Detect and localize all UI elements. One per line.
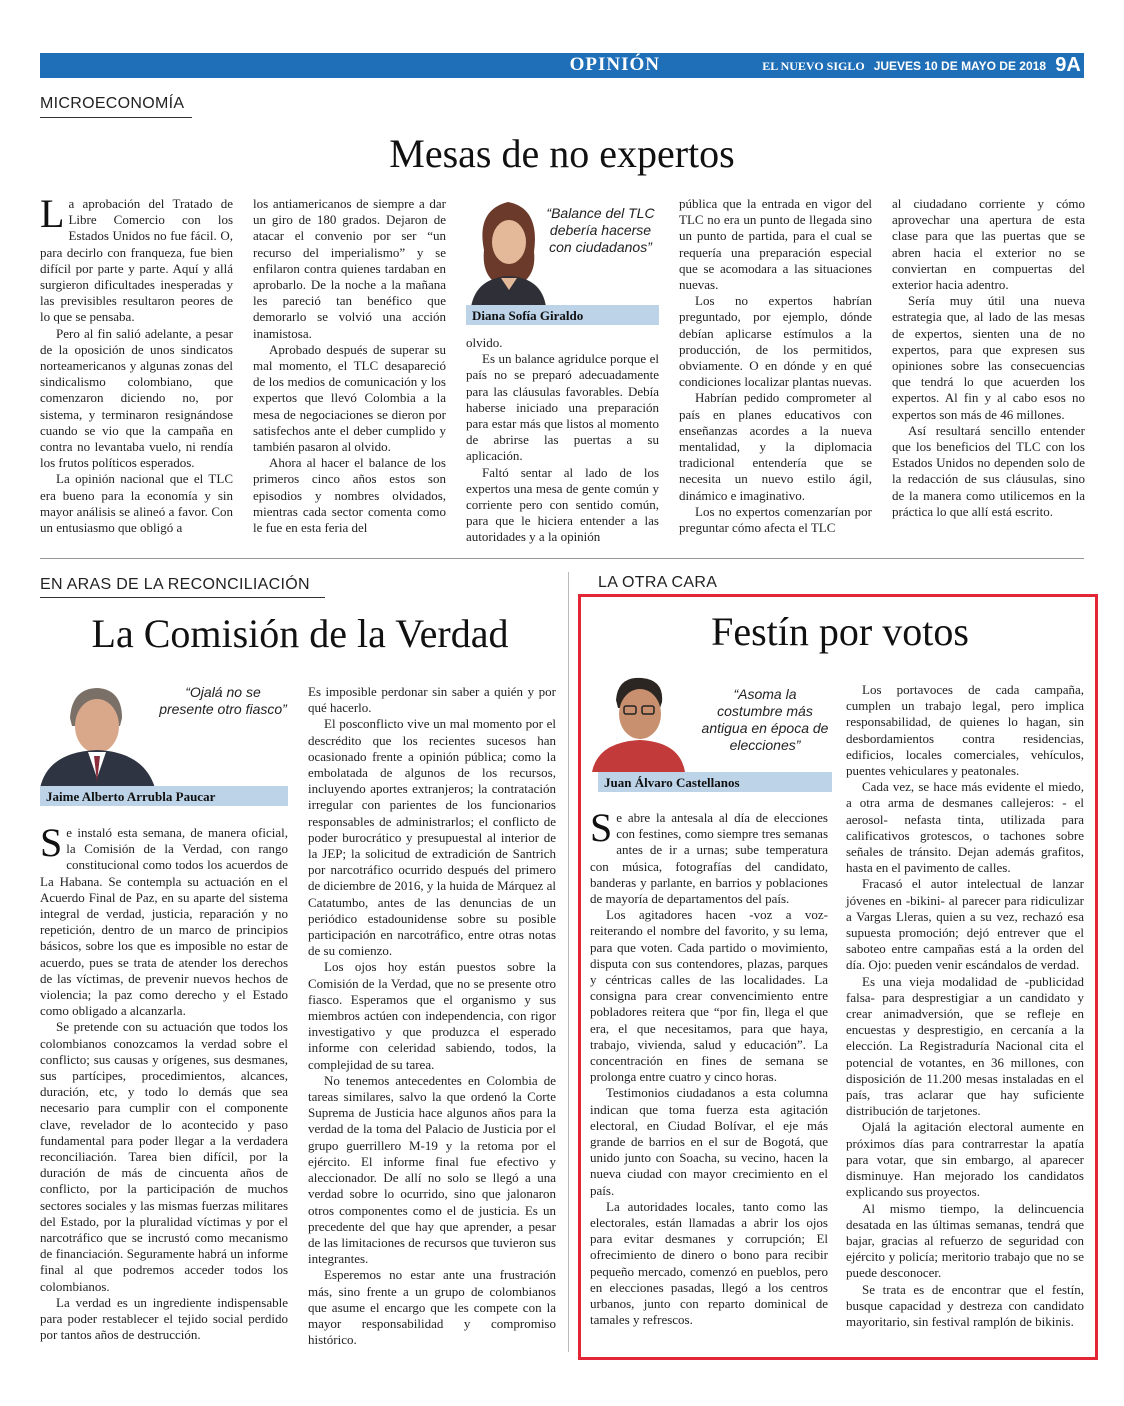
- paragraph: Testimonios ciudadanos a esta columna indican que toma fuerza esta agitación electoral, en Ciudad Bolívar, el eje más grande de barrios en el sur de Bogotá, que unido junto con Soacha, su vecino, hacen la nueva ciudad con mayor crecimiento en el país.: [590, 1085, 828, 1198]
- article-column: [40, 820, 288, 1344]
- drop-cap: S: [40, 820, 63, 865]
- paragraph: olvido.: [466, 335, 503, 350]
- section-divider: [40, 558, 1084, 559]
- paragraph: a aprobación del Tratado de Libre Comercio con los Estados Unidos no fue fácil. O, para decirlo con franqueza, fue bien difícil por parte y parte. Aquí y allá surgieron dificultades inesperadas y las previsibles resultaron peores de lo que se pensaba.: [40, 196, 233, 325]
- author-byline: Diana Sofía Giraldo: [466, 305, 659, 325]
- paragraph: Es una vieja modalidad de -publicidad falsa- para desprestigiar a un candidato y crear animadversión, que se refleje en encuestas y desprestigio, en cercanía a la elección. La Registraduría Nacional cita el potencial de votantes, en 36 millones, con disposición de 11.200 mesas instaladas en el país, tras aclarar que hay suficiente distribución de tarjetones.: [846, 973, 1084, 1119]
- paragraph: Los no expertos habrían preguntado, por ejemplo, dónde debían aplicarse estímulos a la producción, de los permitidos, obviamente. O en dónde y en qué condiciones localizar plantas nuevas.: [679, 293, 872, 390]
- paragraph: Aprobado después de superar su mal momento, el TLC desapareció de los medios de comunicación y los expertos que llevó Colombia a la mesa de negociaciones se dieron por satisfechos ante el deber cumplido y también pasaron al olvido.: [253, 341, 446, 455]
- article-kicker: EN ARAS DE LA RECONCILIACIÓN: [40, 576, 310, 593]
- kicker-underline: [40, 597, 325, 598]
- article-column: [892, 196, 1085, 520]
- paragraph: Se trata es de encontrar que el festín, busque capacidad y destreza con candidato mayoritario, sin festival ramplón de bikinis.: [846, 1281, 1084, 1329]
- paragraph: Los ojos hoy están puestos sobre la Comisión de la Verdad, que no se presente otro fiasco. Esperamos que el organismo y sus miembros actúen con independencia, con rigor investigativo y que produzca el esperado informe con celeridad sabiendo, todos, la complejidad de su tarea.: [308, 959, 556, 1072]
- column-divider: [568, 572, 569, 1352]
- paragraph: Es un balance agridulce porque el país no se preparó adecuadamente para las cláusulas favorables. Debía haberse iniciado una preparación para estar más que listos al momento de abrirse las puertas a su aplicación.: [466, 351, 659, 464]
- kicker-underline: [40, 117, 192, 118]
- pull-quote: “Asoma la costumbre más antigua en época de elecciones”: [701, 686, 829, 753]
- article-column: [590, 805, 828, 1329]
- paragraph: La verdad es un ingrediente indispensable para poder restablecer el tejido social perdido por tantos años de destrucción.: [40, 1294, 288, 1343]
- article-kicker: LA OTRA CARA: [598, 574, 718, 591]
- paragraph: Así resultará sencillo entender que los beneficios del TLC con los Estados Unidos no dependen solo de la redacción de sus cláusulas, sino de la manera como utilicemos en la práctica lo que allí está escrito.: [892, 422, 1085, 519]
- paragraph: Pero al fin salió adelante, a pesar de la oposición de unos sindicatos norteamericanos y algunas zonas del sindicalismo colombiano, que comenzaron diciendo no, por sistema, y terminaron resignándose cuando se vio que la campaña en contra no levantaba vuelo, ni rendía los frutos políticos esperados.: [40, 325, 233, 471]
- article-column: [466, 335, 659, 546]
- paragraph: La autoridades locales, tanto como las electorales, están llamadas a abrir los ojos para evitar desmanes y corrupción; El ofrecimiento de dinero o bono para recibir pequeño mercado, comenzó en pueblos, pero en elecciones pasadas, llegó a los centros urbanos, junto con reparto dominical de tamales y refrescos.: [590, 1198, 828, 1328]
- article-title: Festín por votos: [711, 609, 969, 654]
- paragraph: Los portavoces de cada campaña, cumplen un trabajo legal, pero implica responsabilidad, de quienes lo hagan, sin desbordamientos contra residencias, edificios, locales comerciales, vehículos, puentes vehiculares y peatonales.: [846, 682, 1084, 779]
- drop-cap: L: [40, 191, 65, 236]
- section-title: OPINIÓN: [569, 54, 660, 75]
- article-column: [308, 684, 556, 1348]
- paragraph: Al mismo tiempo, la delincuencia desatada en las últimas semanas, tendrá que bajar, gracias al refuerzo de seguridad con ejército y policía; meritorio trabajo que no se puede desconocer.: [846, 1200, 1084, 1281]
- paragraph: Los agitadores hacen -voz a voz- reiterando el nombre del favorito, y su lema, para que voten. Cada partido o movimiento, disputa con sus contendores, plazas, parques y céntricas calles de las localidades. La consigna para crear convencimiento entre pobladores reitera que “por fin, llega el que era, el que necesitamos, para que haya, trabajo, vivienda, salud y educación”. La concentración en fines de semana se prolonga entre cuatro y cinco horas.: [590, 907, 828, 1085]
- paragraph: No tenemos antecedentes en Colombia de tareas similares, salvo la que ordenó la Corte Suprema de Justicia hace algunos años para la verdad de la toma del Palacio de Justicia por el grupo guerrillero M-19 y la retoma por el ejército. El informe final fue efectivo y aleccionador. De allí no solo se llegó a una verdad sobre lo ocurrido, sino que jalonaron otros componentes como el de justicia. Es un precedente del que hay que aprender, a pesar de las limitaciones de recursos que tuvieron sus integrantes.: [308, 1072, 556, 1267]
- article-column: [846, 682, 1084, 1330]
- article-title: Mesas de no expertos: [389, 131, 735, 176]
- paragraph: Ojalá la agitación electoral aumente en próximos días para contrarrestar la apatía para votar, que sin embargo, al aparecer disminuye. Han mejorado los candidatos explicando sus proyectos.: [846, 1119, 1084, 1200]
- paragraph: Los no expertos comenzarían por preguntar cómo afecta el TLC: [679, 503, 872, 536]
- paragraph: al ciudadano corriente y cómo aprovechar una apertura de esta clase para que las puertas que se abren hacia el exterior no se conviertan en compuertas del exterior hacia adentro.: [892, 196, 1085, 293]
- publication-name: EL NUEVO SIGLO: [762, 59, 865, 73]
- paragraph: Ahora al hacer el balance de los primeros cinco años estos son episodios y nombres olvidados, mientras cada sector comenta como le fue en esta feria del: [253, 455, 446, 536]
- paragraph: El posconflicto vive un mal momento por el descrédito que los recientes sucesos han ocasionado frente a opinión pública; como la embolatada de algunos de los recursos, incluyendo aportes extranjeros; la contratación irregular con parientes de los funcionarios responsables de administrarlos; el conflicto de poder burocrático y presupuestal al interior de la JEP; la solicitud de extradición de Santrich por narcotráfico ocurrido después del primero de diciembre de 2016, y la huida de Márquez al Catatumbo, antes de las denuncias de un periódico estadounidense sobre su posible participación en narcotráfico, entre otras notas de su comienzo.: [308, 716, 556, 959]
- paragraph: Sería muy útil una nueva estrategia que, al lado de las mesas de expertos, sienten una de no expertos, para que expresen sus opiniones sobre las consecuencias que tendrá lo que acuerden los expertos. Al fin y al cabo esos no expertos son más de 46 millones.: [892, 293, 1085, 422]
- issue-date: JUEVES 10 DE MAYO DE 2018: [873, 59, 1046, 73]
- article-column: [253, 196, 446, 536]
- paragraph: Se pretende con su actuación que todos los colombianos conozcamos la verdad sobre el conflicto; sus causas y orígenes, sus desmanes, sus partícipes, procedimientos, alcances, duración, etc, y todo lo demás que sea necesario para cumplir con el componente clave, revelador de lo acontecido y paso fundamental para poder llegar a la verdadera reconciliación. Tarea bien difícil, por la duración de más de cincuenta años de conflicto, por la participación de muchos sectores sociales y las mismas fuerzas militares del Estado, por la pluralidad víctimas y por el narcotráfico que se incrustó como mecanismo de financiación. Seguramente habrá un informe final al que podremos acceder todos los colombianos.: [40, 1019, 288, 1294]
- paragraph: Habrían pedido comprometer al país en planes educativos con enseñanzas acordes a la nueva mentalidad, y la diplomacia tradicional entendería que se necesita un nuevo estilo ágil, dinámico e imaginativo.: [679, 390, 872, 503]
- paragraph: los antiamericanos de siempre a dar un giro de 180 grados. Dejaron de atacar el convenio por ser “un recurso del imperialismo” y se enfilaron contra quienes tardaban en aprobarlo. De la noche a la mañana les pareció tan benéfico que demorarlo se volvió una acción inamistosa.: [253, 196, 446, 341]
- pull-quote: “Ojalá no se presente otro fiasco”: [159, 684, 287, 717]
- author-byline: Jaime Alberto Arrubla Paucar: [40, 786, 288, 806]
- author-photo: [40, 678, 165, 788]
- paragraph: Faltó sentar al lado de los expertos una mesa de gente común y corriente pero con sentido común, para que le hiciera entender a las autoridades y a la opinión: [466, 464, 659, 545]
- page-number: 9A: [1052, 53, 1084, 78]
- article-column: [40, 191, 233, 536]
- author-byline: Juan Álvaro Castellanos: [598, 772, 832, 792]
- paragraph: e instaló esta semana, de manera oficial, la Comisión de la Verdad, con rango constitucional como todos los acuerdos de La Habana. Se contempla su actuación en el Acuerdo Final de Paz, en su aparte del sistema integral de verdad, justicia, reparación y no repetición, dentro de un marco de principios básicos, sobre los que es imposible no estar de acuerdo, pues se trata de atender los derechos de las víctimas, de prevenir nuevos hechos de violencia; la paz como derecho y el Estado como obligado a alcanzarla.: [40, 825, 288, 1019]
- paragraph: Es imposible perdonar sin saber a quién y por qué hacerlo.: [308, 684, 556, 716]
- article-kicker: MICROECONOMÍA: [40, 95, 185, 112]
- pull-quote: “Balance del TLC debería hacerse con ciudadanos”: [546, 205, 655, 255]
- paragraph: pública que la entrada en vigor del TLC no era un punto de llegada sino un punto de partida, para el cual se requería una preparación especial que se acomodara a las situaciones nuevas.: [679, 196, 872, 293]
- drop-cap: S: [590, 805, 613, 850]
- paragraph: e abre la antesala al día de elecciones con festines, como siempre tres semanas antes de ir a urnas; sube temperatura con música, fotografías del candidato, banderas y parlante, en barrios y poblaciones de mayoría de departamentos del país.: [590, 810, 828, 907]
- author-photo: [590, 670, 685, 772]
- article-column: [679, 196, 872, 536]
- publication-line: [762, 59, 1046, 74]
- paragraph: Fracasó el autor intelectual de lanzar jóvenes en -bikini- al parecer para ridiculizar a Vargas Lleras, quien a su vez, rechazó esa supuesta promoción; dejó entrever que el saboteo entre campañas está a la orden del día. Ojo: pueden venir escándalos de verdad.: [846, 876, 1084, 973]
- article-title: La Comisión de la Verdad: [91, 611, 509, 656]
- section-header-bar: [40, 53, 1084, 78]
- paragraph: Esperemos no estar ante una frustración más, sino frente a un grupo de colombianos que asume el encargo que les compete con la mayor responsabilidad y compromiso histórico.: [308, 1267, 556, 1348]
- paragraph: La opinión nacional que el TLC era bueno para la economía y sin mayor análisis se alineó a favor. Con un entusiasmo que obligó a: [40, 471, 233, 536]
- paragraph: Cada vez, se hace más evidente el miedo, a otra arma de desmanes callejeros: - el aerosol- nefasta tinta, utilizada para calificativos grotescos, o tachones sobre señales de tránsito. Dejan además grafitos, hasta en el pavimento de calles.: [846, 779, 1084, 876]
